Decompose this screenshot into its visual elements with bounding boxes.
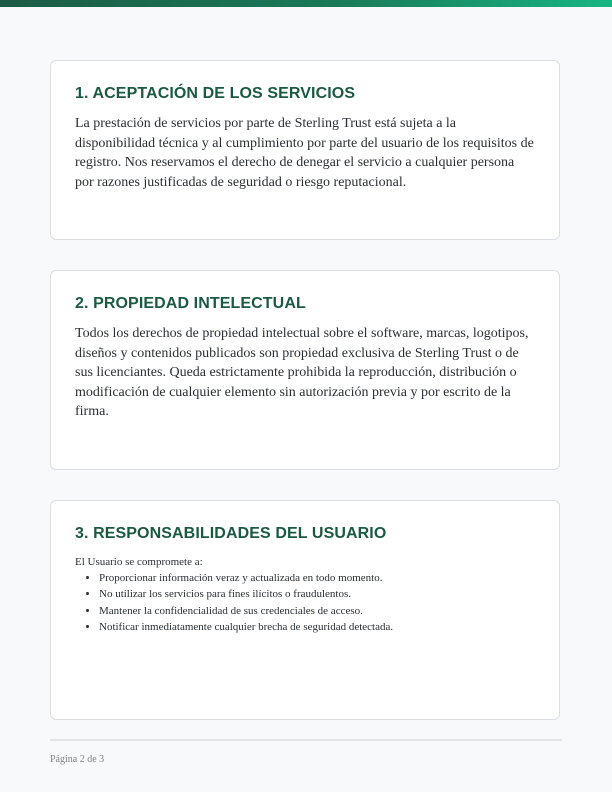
footer-divider bbox=[50, 739, 562, 741]
duties-list bbox=[75, 570, 535, 636]
section-intro: El Usuario se compromete a: bbox=[75, 556, 203, 568]
section-propiedad-intelectual bbox=[50, 270, 560, 470]
section-title: 3. RESPONSABILIDADES DEL USUARIO bbox=[75, 525, 387, 542]
section-title: 2. PROPIEDAD INTELECTUAL bbox=[75, 295, 306, 312]
section-aceptacion bbox=[50, 60, 560, 240]
list-item: • Mantener la confidencialidad de sus credenciales de acceso. bbox=[99, 603, 535, 619]
list-item: • No utilizar los servicios para fines ilícitos o fraudulentos. bbox=[99, 586, 535, 602]
section-title: 1. ACEPTACIÓN DE LOS SERVICIOS bbox=[75, 85, 356, 102]
top-accent-bar bbox=[0, 0, 612, 7]
list-item: • Proporcionar información veraz y actualizada en todo momento. bbox=[99, 570, 535, 586]
list-item: • Notificar inmediatamente cualquier brecha de seguridad detectada. bbox=[99, 619, 535, 635]
section-body: Todos los derechos de propiedad intelectual sobre el software, marcas, logotipos, diseños y contenidos publicados son propiedad exclusiva de Sterling Trust o de sus licenciantes. Queda estrictamente prohibida la reproducción, distribución o modificación de cualquier elemento sin autorización previa y por escrito de la firma. bbox=[75, 326, 529, 419]
page-number: Página 2 de 3 bbox=[50, 754, 105, 765]
section-body: La prestación de servicios por parte de Sterling Trust está sujeta a la disponibilidad técnica y al cumplimiento por parte del usuario de los requisitos de registro. Nos reservamos el derecho de denegar el servicio a cualquier persona por razones justificadas de seguridad o riesgo reputacional. bbox=[75, 116, 534, 190]
section-responsabilidades bbox=[50, 500, 560, 720]
